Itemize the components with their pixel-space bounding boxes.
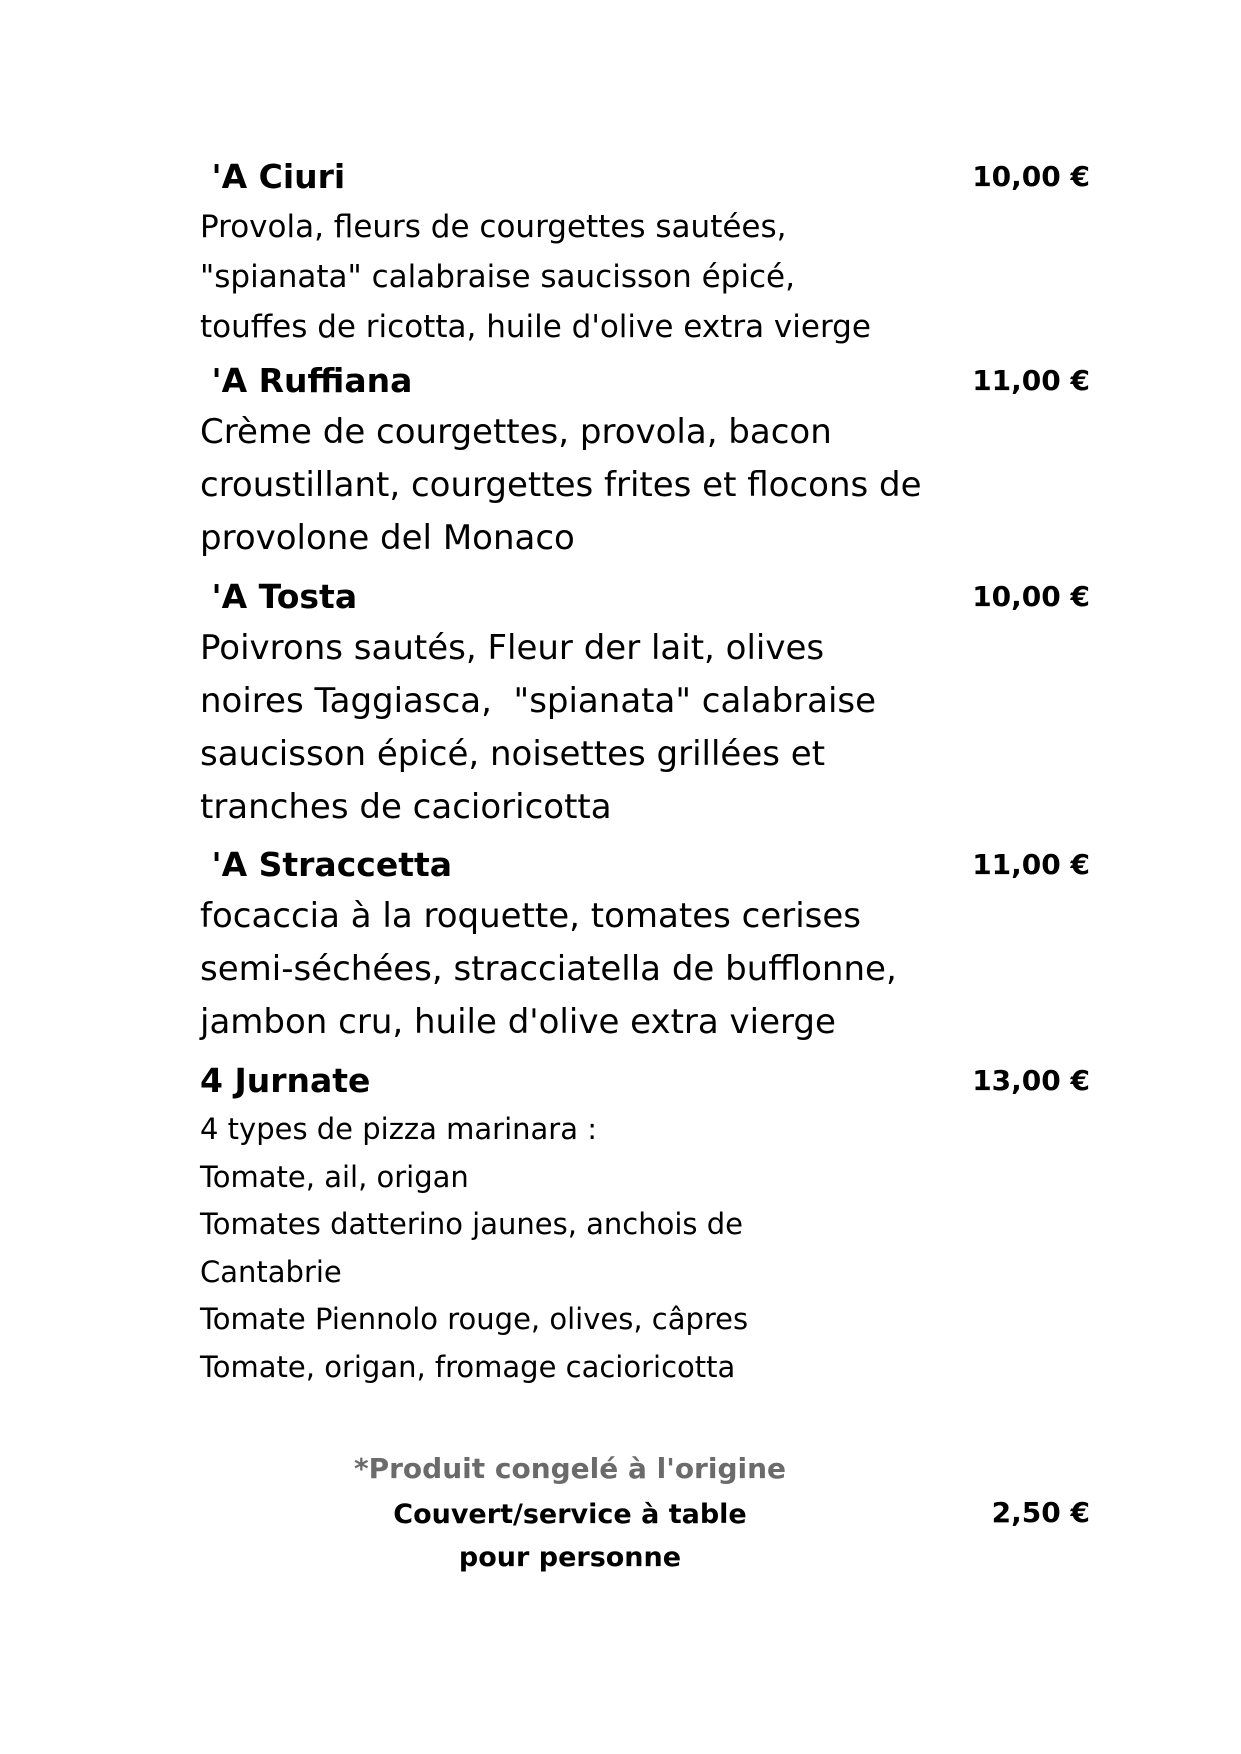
description-line: noires Taggiasca, "spianata" calabraise xyxy=(200,681,877,721)
description-line: tranches de cacioricotta xyxy=(200,787,612,827)
menu-item-name: 4 Jurnate xyxy=(200,1061,371,1100)
menu-item-a-ciuri xyxy=(200,152,1090,352)
menu-item-name: 'A Ruffiana xyxy=(200,361,413,400)
description-line: "spianata" calabraise saucisson épicé, xyxy=(200,259,795,295)
menu-item-a-tosta xyxy=(200,572,1090,834)
service-charge-line: Couvert/service à table xyxy=(393,1499,747,1530)
frozen-product-note: *Produit congelé à l'origine xyxy=(353,1452,787,1485)
description-line: Poivrons sautés, Fleur der lait, olives xyxy=(200,628,825,668)
menu-item-header xyxy=(200,356,1090,406)
menu-item-price: 11,00 € xyxy=(972,364,1090,397)
description-line: Provola, fleurs de courgettes sautées, xyxy=(200,209,787,245)
description-line: 4 types de pizza marinara : xyxy=(200,1112,597,1146)
service-charge-label xyxy=(200,1493,940,1579)
menu-item-name: 'A Tosta xyxy=(200,577,358,616)
menu-item-description xyxy=(200,1106,1090,1391)
description-line: jambon cru, huile d'olive extra vierge xyxy=(200,1002,836,1042)
service-charge-price: 2,50 € xyxy=(991,1496,1090,1529)
description-line: provolone del Monaco xyxy=(200,518,575,558)
menu-item-header xyxy=(200,572,1090,622)
menu-item-description xyxy=(200,622,1090,834)
menu-item-header xyxy=(200,840,1090,890)
description-line: Tomates datterino jaunes, anchois de xyxy=(200,1207,743,1241)
menu-item-price: 13,00 € xyxy=(972,1064,1090,1097)
menu-item-description xyxy=(200,406,1090,565)
description-line: saucisson épicé, noisettes grillées et xyxy=(200,734,826,774)
description-line: Tomate, origan, fromage cacioricotta xyxy=(200,1349,736,1384)
description-line: Tomate, ail, origan xyxy=(200,1159,469,1194)
description-line: Crème de courgettes, provola, bacon xyxy=(200,412,832,452)
menu-item-description xyxy=(200,890,1090,1049)
menu-item-a-ruffiana xyxy=(200,356,1090,565)
description-line: Tomate Piennolo rouge, olives, câpres xyxy=(200,1302,749,1336)
menu-item-price: 10,00 € xyxy=(972,580,1090,613)
description-line: Cantabrie xyxy=(200,1254,342,1289)
menu-item-price: 10,00 € xyxy=(972,160,1090,193)
menu-item-price: 11,00 € xyxy=(972,848,1090,881)
menu-item-name: 'A Ciuri xyxy=(200,157,346,196)
menu-item-name: 'A Straccetta xyxy=(200,845,453,884)
menu-item-4-jurnate xyxy=(200,1056,1090,1391)
description-line: focaccia à la roquette, tomates cerises xyxy=(200,896,862,936)
menu-item-description xyxy=(200,202,1090,352)
description-line: croustillant, courgettes frites et flocons de xyxy=(200,465,922,505)
description-line: semi-séchées, stracciatella de bufflonne, xyxy=(200,949,897,989)
menu-item-header xyxy=(200,1056,1090,1106)
menu-item-a-straccetta xyxy=(200,840,1090,1049)
menu-item-header xyxy=(200,152,1090,202)
service-charge-line: pour personne xyxy=(458,1542,682,1573)
description-line: touffes de ricotta, huile d'olive extra vierge xyxy=(200,309,871,345)
